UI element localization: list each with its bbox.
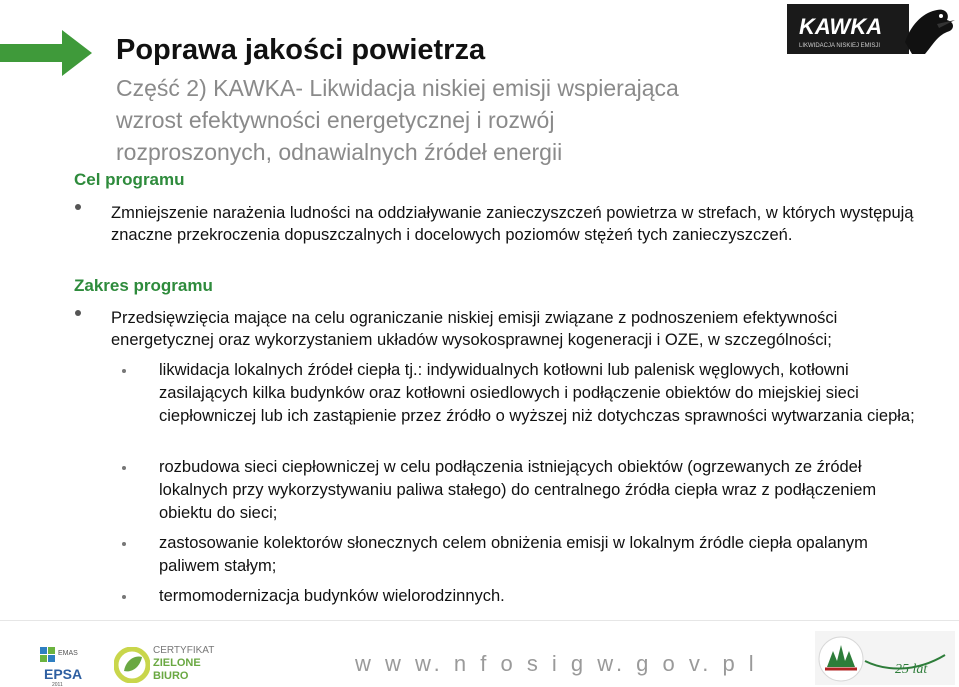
- zakres-bullet-text: Przedsięwzięcia mające na celu ograniczanie niskiej emisji związane z podnoszeniem efektywności energetycznej oraz wykorzystaniem układów wysokosprawnej kogeneracji i OZE, w szczególności;: [111, 309, 838, 349]
- footer: [0, 620, 959, 687]
- certificate-label: [153, 644, 214, 683]
- emas-label: EMAS: [58, 650, 78, 657]
- subtitle-line: Część 2) KAWKA- Likwidacja niskiej emisji wspierająca: [116, 75, 679, 101]
- list-item: termomodernizacja budynków wielorodzinnych.: [159, 587, 505, 605]
- cel-bullet-text: Zmniejszenie narażenia ludności na oddziaływanie zanieczyszczeń powietrza w strefach, w których występują znaczne przekroczenia dopuszczalnych i docelowych poziomów stężeń tych zanieczyszczeń.: [111, 204, 914, 244]
- section-heading-zakres: Zakres programu: [74, 276, 213, 295]
- certificate-line: ZIELONE: [153, 657, 201, 669]
- sub-bullet-dot-icon: [122, 466, 126, 470]
- kawka-logo: [787, 2, 957, 58]
- emas-epsa-logo: [38, 643, 90, 687]
- epsa-label: EPSA: [44, 666, 83, 682]
- bullet-dot-icon: [75, 204, 81, 210]
- arrow-right-icon: [0, 30, 92, 76]
- list-item: zastosowanie kolektorów słonecznych celem obniżenia emisji w lokalnym źródle ciepła opalanym paliwem stałym;: [159, 534, 868, 575]
- subtitle-line: rozproszonych, odnawialnych źródeł energii: [116, 139, 563, 165]
- list-item: rozbudowa sieci ciepłowniczej w celu podłączenia istniejących obiektów (ogrzewanych ze źródeł lokalnych przy wykorzystywaniu paliwa stałego) do centralnego źródła ciepła wraz z podłączeniem obiektu do sieci;: [159, 458, 877, 522]
- kawka-logo-tagline: LIKWIDACJA NISKIEJ EMISJI: [799, 43, 881, 49]
- certificate-line: CERTYFIKAT: [153, 645, 215, 656]
- page-subtitle: [116, 72, 836, 168]
- sub-bullet-dot-icon: [122, 595, 126, 599]
- anniversary-text: 25 lat: [895, 662, 928, 677]
- page-title: Poprawa jakości powietrza: [116, 34, 486, 66]
- section-heading-cel: Cel programu: [74, 170, 185, 189]
- sub-bullet-dot-icon: [122, 369, 126, 373]
- sub-bullet-dot-icon: [122, 542, 126, 546]
- bullet-dot-icon: [75, 310, 81, 316]
- subtitle-line: wzrost efektywności energetycznej i rozwój: [116, 107, 555, 133]
- certificate-line: BIURO: [153, 670, 189, 682]
- list-item: likwidacja lokalnych źródeł ciepła tj.: indywidualnych kotłowni lub palenisk węglowych, kotłowni zasilających kilka budynków oraz kotłowni osiedlowych i podłączenie obiektów do miejskiej sieci ciepłowniczej lub ich zastąpienie przez źródło o wyższej niż dotychczas sprawności wytwarzania ciepła;: [159, 361, 915, 425]
- green-office-leaf-icon: [114, 647, 150, 683]
- anniversary-logo: [815, 631, 955, 685]
- website-url[interactable]: w w w. n f o s i g w. g o v. p l: [355, 651, 758, 676]
- epsa-year: 2011: [52, 682, 63, 687]
- kawka-logo-text: KAWKA: [799, 14, 883, 39]
